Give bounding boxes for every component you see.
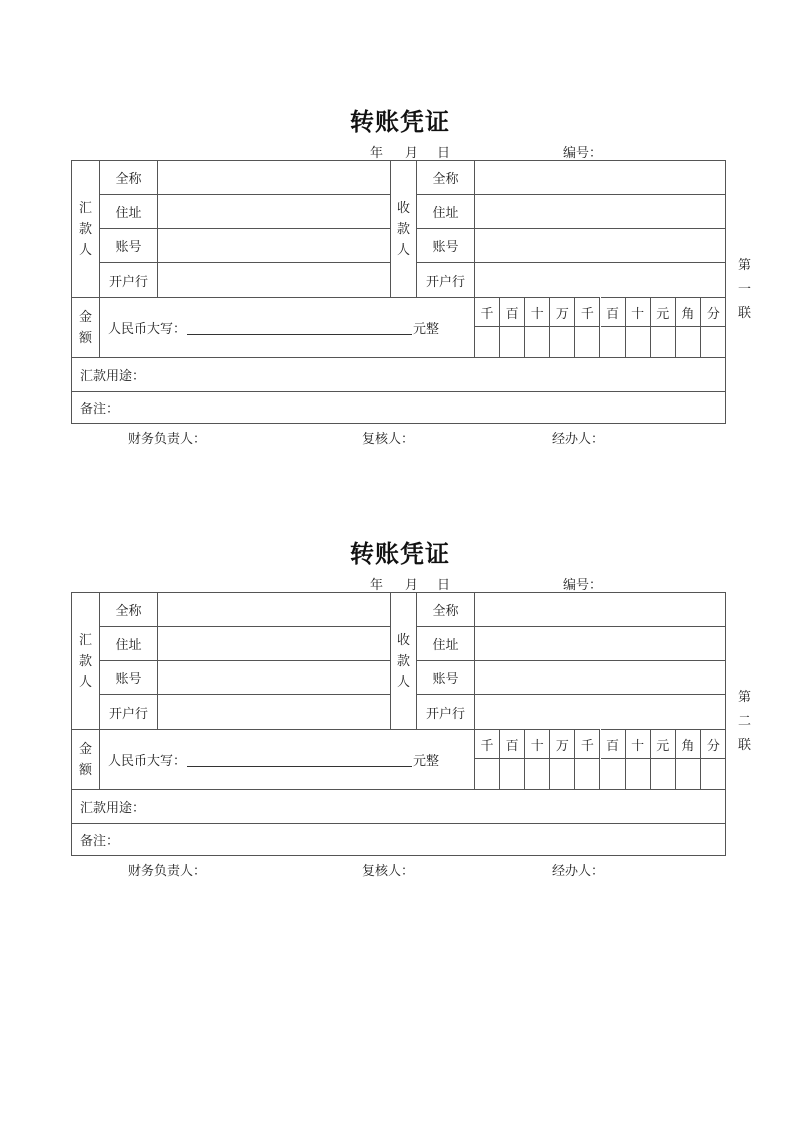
- digit-header-text: 万: [555, 306, 569, 322]
- digit-header-text: 千: [580, 306, 594, 322]
- digit-header: [651, 729, 676, 759]
- digit-header: [550, 297, 575, 327]
- payer-label-char: 汇: [78, 632, 92, 648]
- copy-label-char: 联: [738, 306, 752, 321]
- amount-label-char: 额: [78, 762, 92, 778]
- digit-input[interactable]: [475, 759, 500, 789]
- copy-label-char: 联: [738, 738, 752, 753]
- payer-field-label: [100, 593, 158, 627]
- digit-input[interactable]: [500, 759, 525, 789]
- digit-input[interactable]: [676, 759, 701, 789]
- payer-field-label-text: 开户行: [108, 706, 148, 722]
- payer-field-input[interactable]: [158, 593, 391, 627]
- digit-input[interactable]: [626, 327, 651, 357]
- digit-header-text: 元: [656, 306, 670, 322]
- digit-header: [626, 729, 651, 759]
- digit-header: [701, 729, 726, 759]
- payer-field-input[interactable]: [158, 263, 391, 297]
- payee-field-label: [417, 263, 475, 297]
- payee-label: [391, 161, 417, 297]
- digit-header: [475, 729, 500, 759]
- copy-label-char: 第: [738, 258, 752, 273]
- payee-field-input[interactable]: [475, 195, 726, 229]
- payee-field-label-text: 全称: [432, 172, 459, 187]
- payer-field-label: [100, 661, 158, 695]
- payer-label-char: 人: [78, 242, 92, 258]
- date-day-label: 日: [437, 146, 451, 161]
- purpose-field[interactable]: [72, 789, 725, 823]
- digit-header-text: 十: [530, 306, 544, 322]
- transfer-voucher-1: [0, 102, 800, 462]
- copy-label-char: 一: [738, 282, 752, 297]
- digit-header: [601, 729, 626, 759]
- payer-field-label: [100, 229, 158, 263]
- voucher-table: [71, 160, 726, 424]
- digit-input[interactable]: [475, 327, 500, 357]
- payee-field-label: [417, 661, 475, 695]
- payer-label-char: 汇: [78, 200, 92, 216]
- digit-header-text: 分: [706, 306, 720, 322]
- payer-field-label: [100, 627, 158, 661]
- digit-input[interactable]: [575, 327, 600, 357]
- digit-header-text: 百: [505, 306, 519, 322]
- digit-header-text: 千: [580, 738, 594, 754]
- digit-input[interactable]: [601, 327, 626, 357]
- payee-field-label: [417, 161, 475, 195]
- digit-input[interactable]: [651, 759, 676, 789]
- payee-field-label-text: 账号: [432, 240, 459, 255]
- payer-field-label: [100, 263, 158, 297]
- digit-input[interactable]: [575, 759, 600, 789]
- payer-field-input[interactable]: [158, 627, 391, 661]
- payer-label-char: 款: [78, 221, 92, 237]
- payee-field-label: [417, 593, 475, 627]
- digit-header: [575, 297, 600, 327]
- finance-manager-signature: 财务负责人：: [128, 432, 207, 447]
- payer-field-label-text: 全称: [115, 604, 142, 619]
- rmb-uppercase-input[interactable]: [187, 320, 412, 335]
- digit-header-text: 元: [656, 738, 670, 754]
- reviewer-signature: 复核人：: [362, 864, 415, 879]
- payee-field-label: [417, 627, 475, 661]
- payee-field-input[interactable]: [475, 661, 726, 695]
- payee-field-input[interactable]: [475, 593, 726, 627]
- payee-label-char: 款: [396, 653, 410, 669]
- digit-header-text: 百: [606, 306, 620, 322]
- date-day-label: 日: [437, 578, 451, 593]
- payee-label: [391, 593, 417, 729]
- digit-header: [676, 297, 701, 327]
- amount-label: [72, 729, 100, 789]
- payer-label: [72, 161, 100, 297]
- digit-input[interactable]: [701, 327, 726, 357]
- digit-input[interactable]: [626, 759, 651, 789]
- payee-field-label: [417, 695, 475, 729]
- payer-label-char: 人: [78, 674, 92, 690]
- payer-field-input[interactable]: [158, 195, 391, 229]
- digit-header: [676, 729, 701, 759]
- digit-header-text: 百: [505, 738, 519, 754]
- remark-label: 备注：: [80, 834, 120, 849]
- remark-field[interactable]: [72, 823, 725, 855]
- voucher-title: 转账凭证: [350, 540, 450, 568]
- date-month-label: 月: [405, 146, 419, 161]
- purpose-label: 汇款用途：: [80, 369, 146, 384]
- payer-field-label-text: 住址: [115, 206, 142, 221]
- digit-header-text: 千: [480, 306, 494, 322]
- digit-input[interactable]: [701, 759, 726, 789]
- payer-field-input[interactable]: [158, 161, 391, 195]
- amount-label: [72, 297, 100, 357]
- digit-header-text: 万: [555, 738, 569, 754]
- handler-signature: 经办人：: [552, 432, 605, 447]
- rmb-suffix-label: 元整: [413, 754, 440, 769]
- date-year-label: 年: [370, 578, 384, 593]
- digit-header-text: 百: [606, 738, 620, 754]
- payer-label: [72, 593, 100, 729]
- payer-field-input[interactable]: [158, 661, 391, 695]
- payee-field-label-text: 账号: [432, 672, 459, 687]
- digit-input[interactable]: [676, 327, 701, 357]
- payer-field-label-text: 账号: [115, 672, 142, 687]
- rmb-uppercase-label: 人民币大写：: [108, 754, 187, 769]
- payee-field-input[interactable]: [475, 627, 726, 661]
- payer-label-char: 款: [78, 653, 92, 669]
- payer-field-label-text: 住址: [115, 638, 142, 653]
- payee-label-char: 人: [396, 242, 410, 258]
- digit-header: [500, 729, 525, 759]
- payer-field-label-text: 开户行: [108, 274, 148, 290]
- digit-input[interactable]: [525, 759, 550, 789]
- digit-header: [475, 297, 500, 327]
- copy-label: [738, 254, 751, 326]
- voucher-title: 转账凭证: [350, 108, 450, 136]
- transfer-voucher-2: [0, 534, 800, 894]
- digit-header: [651, 297, 676, 327]
- rmb-uppercase-field[interactable]: [100, 729, 475, 789]
- payer-field-label: [100, 195, 158, 229]
- digit-input[interactable]: [601, 759, 626, 789]
- digit-header: [500, 297, 525, 327]
- digit-input[interactable]: [651, 327, 676, 357]
- payee-field-label-text: 开户行: [425, 274, 465, 290]
- payee-label-char: 款: [396, 221, 410, 237]
- digit-header: [701, 297, 726, 327]
- finance-manager-signature: 财务负责人：: [128, 864, 207, 879]
- payee-field-label-text: 住址: [432, 638, 459, 653]
- serial-number-label: 编号：: [563, 578, 603, 593]
- serial-number-label: 编号：: [563, 146, 603, 161]
- digit-header-text: 十: [631, 738, 645, 754]
- amount-label-char: 额: [78, 330, 92, 346]
- payer-field-label: [100, 695, 158, 729]
- payer-field-input[interactable]: [158, 229, 391, 263]
- handler-signature: 经办人：: [552, 864, 605, 879]
- payee-field-label-text: 开户行: [425, 706, 465, 722]
- digit-header-text: 角: [681, 306, 695, 322]
- digit-header: [601, 297, 626, 327]
- payee-field-input[interactable]: [475, 229, 726, 263]
- copy-label: [738, 686, 751, 758]
- digit-input[interactable]: [525, 327, 550, 357]
- payee-field-input[interactable]: [475, 161, 726, 195]
- purpose-field[interactable]: [72, 357, 725, 391]
- payer-field-input[interactable]: [158, 695, 391, 729]
- payee-field-label-text: 全称: [432, 604, 459, 619]
- reviewer-signature: 复核人：: [362, 432, 415, 447]
- digit-header-text: 千: [480, 738, 494, 754]
- payee-field-label-text: 住址: [432, 206, 459, 221]
- amount-label-char: 金: [78, 741, 92, 757]
- digit-header-text: 角: [681, 738, 695, 754]
- digit-header-text: 十: [631, 306, 645, 322]
- payee-field-input[interactable]: [475, 263, 726, 297]
- digit-header: [525, 729, 550, 759]
- digit-header-text: 十: [530, 738, 544, 754]
- digit-input[interactable]: [550, 759, 575, 789]
- voucher-table: [71, 592, 726, 856]
- payee-field-input[interactable]: [475, 695, 726, 729]
- copy-label-char: 二: [738, 714, 752, 729]
- digit-header: [626, 297, 651, 327]
- rmb-uppercase-label: 人民币大写：: [108, 322, 187, 337]
- digit-header: [550, 729, 575, 759]
- date-month-label: 月: [405, 578, 419, 593]
- copy-label-char: 第: [738, 690, 752, 705]
- digit-header: [525, 297, 550, 327]
- payee-label-char: 收: [396, 200, 410, 216]
- remark-field[interactable]: [72, 391, 725, 423]
- remark-label: 备注：: [80, 402, 120, 417]
- purpose-label: 汇款用途：: [80, 801, 146, 816]
- digit-header: [575, 729, 600, 759]
- date-year-label: 年: [370, 146, 384, 161]
- payee-label-char: 人: [396, 674, 410, 690]
- digit-input[interactable]: [500, 327, 525, 357]
- amount-label-char: 金: [78, 309, 92, 325]
- payer-field-label-text: 全称: [115, 172, 142, 187]
- payee-field-label: [417, 195, 475, 229]
- digit-input[interactable]: [550, 327, 575, 357]
- payer-field-label-text: 账号: [115, 240, 142, 255]
- rmb-uppercase-field[interactable]: [100, 297, 475, 357]
- payer-field-label: [100, 161, 158, 195]
- payee-label-char: 收: [396, 632, 410, 648]
- rmb-suffix-label: 元整: [413, 322, 440, 337]
- rmb-uppercase-input[interactable]: [187, 752, 412, 767]
- payee-field-label: [417, 229, 475, 263]
- digit-header-text: 分: [706, 738, 720, 754]
